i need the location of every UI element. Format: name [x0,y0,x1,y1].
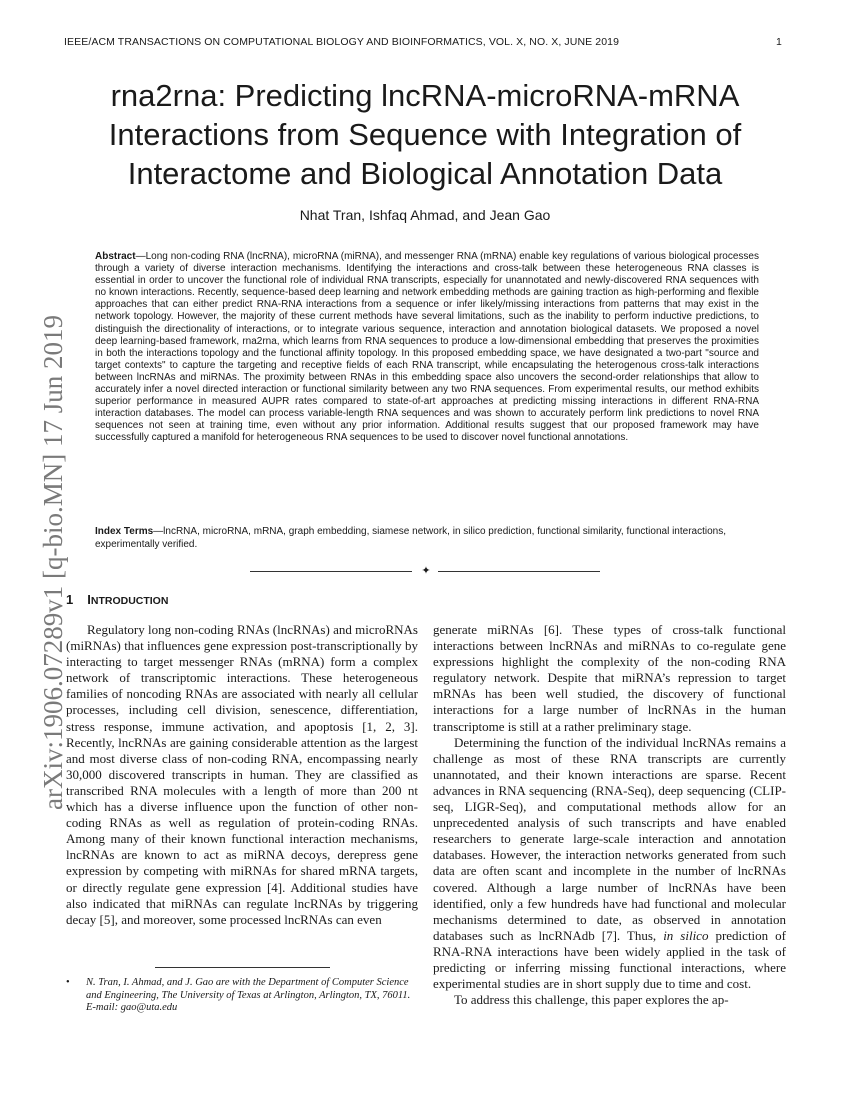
arxiv-identifier-sidebar: arXiv:1906.07289v1 [q-bio.MN] 17 Jun 2019 [38,315,68,810]
paragraph: Regulatory long non-coding RNAs (lncRNAs) and microRNAs (miRNAs) that influences gene expression post-transcriptionally by interacting to target messenger RNAs (mRNA) form a complex network of transcriptomic interactions. These heterogeneous families of noncoding RNAs are associated with nearly all cellular processes, including cell division, senescence, differentiation, stress response, immune activation, and apoptosis [1, 2, 3]. Recently, lncRNAs are gaining considerable attention as the largest and most diverse class of non-coding RNA, encompassing nearly 30,000 discovered transcripts in human. They are classified as transcribed RNA molecules with a length of more than 200 nt which has a diverse influence upon the function of other non-coding RNAs as well as regulation of protein-coding RNAs. Among many of their known functional interaction mechanisms, lncRNAs are known to act as miRNA decoys, derepress gene expression by competing with miRNAs for shared mRNA targets, or directly regulate gene expression [4]. Additional studies have also indicated that miRNAs can regulate lncRNAs by triggering decay [5], and moreover, some processed lncRNAs can even [66,622,418,927]
section-title-rest: NTRODUCTION [90,595,169,607]
section-divider [250,565,600,577]
footnote-rule [155,967,330,968]
author-list: Nhat Tran, Ishfaq Ahmad, and Jean Gao [299,207,551,223]
paragraph: generate miRNAs [6]. These types of cross-talk functional interactions between lncRNAs and miRNAs to co-regulate gene expressions highlight the complexity of the non-coding RNA regulatory network. Despite that miRNA’s repression to target mRNAs has been well studied, the discovery of functional interactions for a large number of lncRNAs in the human transcriptome is still at a rather preliminary stage. [433,622,786,734]
running-head: IEEE/ACM TRANSACTIONS ON COMPUTATIONAL BIOLOGY AND BIOINFORMATICS, VOL. X, NO. X, JUNE 2019 [64,36,620,48]
bullet-icon: • [66,977,70,988]
page-number: 1 [776,36,782,48]
paragraph: To address this challenge, this paper explores the ap- [454,992,729,1008]
diamond-icon: ✦ [421,564,431,577]
paragraph [433,735,786,993]
abstract [95,251,759,445]
footnote-email: E-mail: gao@uta.edu [86,1002,178,1013]
paragraph-text: prediction of RNA-RNA interactions have been widely applied in the task of predicting or inferring missing functional interactions, where experimental studies are in short supply due to time and cost. [433,927,786,992]
abstract-label: Abstract [95,251,136,262]
section-title-initial: I [87,592,91,607]
body-column-right [433,622,786,1008]
divider-line-right [438,571,600,572]
section-number: 1 [66,592,74,607]
footnote-affiliation: N. Tran, I. Ahmad, and J. Gao are with the Department of Computer Science and Engineering, The University of Texas at Arlington, Arlington, TX, 76011. [86,977,411,1001]
paragraph-text: Determining the function of the individual lncRNAs remains a challenge as most of these RNA transcripts are currently unannotated, and their known interactions are sparse. Recent advances in RNA sequencing (RNA-Seq), deep sequencing (CLIP-seq, LIGR-Seq), and computational methods allow for an unprecedented analysis of such transcripts and have enabled researchers to generate large-scale interaction and annotation databases. However, the interaction networks generated from such data are often scant and incomplete in the number of lncRNAs covered. Although a large number of lncRNAs have been identified, only a few hundreds have had functional and molecular mechanisms determined to date, as observed in annotation databases such as lncRNAdb [7]. Thus, [433,734,786,943]
index-terms-text: —lncRNA, microRNA, mRNA, graph embedding, siamese network, in silico prediction, functional similarity, functional interactions, experimentally verified. [95,526,726,550]
section-heading [66,592,168,607]
italic-term: in silico [663,927,709,943]
paper-title: rna2rna: Predicting lncRNA-microRNA-mRNA Interactions from Sequence with Integration of Interactome and Biological Annotation Data [108,78,742,191]
footnote [66,977,418,1015]
index-terms-label: Index Terms [95,526,154,537]
abstract-text: —Long non-coding RNA (lncRNA), microRNA (miRNA), and messenger RNA (mRNA) enable key regulations of various biological processes through a variety of diverse interaction mechanisms. Identifying the interactions and cross-talk between these heterogeneous RNA classes is essential in order to uncover the functional role of individual RNA transcripts, especially for unannotated and newly-discovered RNA sequences with no known interactions. Recently, sequence-based deep learning and network embedding methods are gaining traction as high-performing and flexible approaches that can either predict RNA-RNA interactions from a sequence or infer likely/missing interactions from patterns that may exist in the network topology. However, the majority of these current methods have several limitations, such as the inability to perform inductive predictions, to distinguish the directionality of interactions, or to integrate various sequence, interaction and annotation biological datasets. We proposed a novel deep learning-based framework, rna2rna, which learns from RNA sequences to produce a low-dimensional embedding that preserves the proximities in both the interactions topology and the functional affinity topology. In this proposed embedding space, we have designated a two-part "source and target contexts" to capture the targeting and receptive fields of each RNA transcript, while encapsulating the heterogenous cross-talk interactions between lncRNAs and miRNAs. The proximity between RNAs in this embedding space also uncovers the second-order relationships that allow to accurately infer a novel directed interaction or functional similarity between any two RNA sequences. From experimental results, our method exhibits superior performance in measured AUPR rates compared to state-of-art approaches at predicting missing interactions in different RNA-RNA interaction databases. The model can process variable-length RNA sequences and was shown to accurately perform link predictions to novel RNA sequences not seen at training time, even without any prior information. Additional results suggest that our proposed framework may have successfully captured a manifold for heterogeneous RNA sequences to be used to discover novel functional annotations. [95,251,759,444]
divider-line-left [250,571,412,572]
body-column-left [66,622,418,928]
index-terms [95,526,759,551]
